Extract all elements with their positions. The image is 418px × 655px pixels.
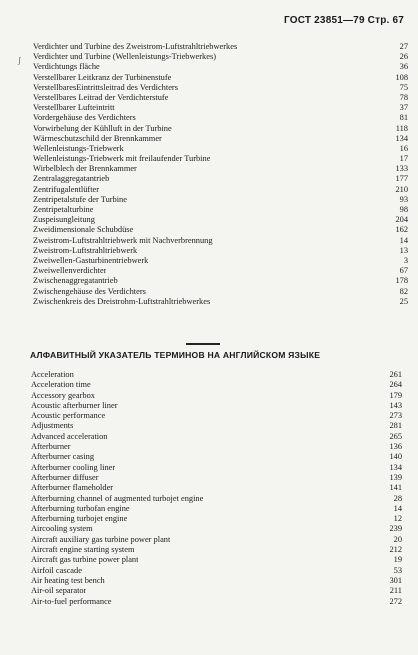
english-page-number: 273 [389,411,402,421]
german-page-number: 134 [395,133,408,143]
english-term: Air heating test bench [31,575,105,585]
english-page-number: 265 [389,431,402,441]
german-page-number: 13 [399,245,408,255]
german-page-number: 78 [399,92,408,102]
german-term: Wirbelblech der Brennkammer [33,164,137,174]
german-page-number: 98 [399,205,408,214]
german-page-number: 17 [399,154,408,164]
german-entry [33,134,408,144]
english-page-number: 281 [389,421,402,431]
english-entry [31,370,402,380]
german-entry [33,287,408,297]
german-entry [33,144,408,154]
german-term: Zweiwellenverdichter [33,266,107,276]
english-term: Air-to-fuel performance [31,596,112,606]
english-term: Afterburner diffuser [31,472,99,482]
english-entry [31,421,402,431]
german-entry [33,42,408,52]
english-page-number: 12 [393,514,402,524]
german-entry [33,154,408,164]
german-page-number: 75 [399,82,408,92]
german-term: VerstellbaresEintrittsleitrad des Verdichters [33,82,178,92]
english-page-number: 136 [389,442,402,452]
english-page-number: 272 [389,596,402,606]
english-term: Acceleration [31,370,74,379]
english-page-number: 179 [389,390,402,400]
english-term: Afterburning channel of augmented turbojet engine [31,493,204,503]
english-term: Acceleration time [31,380,91,390]
german-entry [33,93,408,103]
german-entry [33,205,408,215]
english-page-number: 141 [389,483,402,493]
english-page-number: 14 [393,503,402,513]
german-term: Verdichter und Turbine des Zweistrom-Luftstrahltriebwerkes [33,42,238,51]
german-page-number: 133 [395,164,408,174]
english-page-number: 211 [389,586,402,596]
english-term: Acoustic afterburner liner [31,400,118,410]
english-page-number: 140 [389,452,402,462]
german-term: Zweistrom-Luftstrahltriebwerk mit Nachverbrennung [33,235,213,245]
german-page-number: 177 [395,174,408,184]
english-entry [31,432,402,442]
german-entry [33,236,408,246]
german-term: Zwischenaggregatantrieb [33,276,118,286]
english-entry [31,411,402,421]
english-page-number: 53 [393,565,402,575]
german-entry [33,174,408,184]
english-entry [31,566,402,576]
german-term: Zentralaggregatantrieb [33,174,110,184]
german-entry [33,73,408,83]
german-page-number: 36 [399,62,408,72]
german-term: Vordergehäuse des Verdichters [33,113,136,123]
german-term: Vorwirbelung der Kühlluft in der Turbine [33,123,172,133]
english-term: Aircraft auxiliary gas turbine power plant [31,534,171,544]
english-term-list [31,370,402,607]
english-entry [31,401,402,411]
german-entry [33,246,408,256]
english-entry [31,555,402,565]
german-entry [33,195,408,205]
english-page-number: 301 [389,575,402,585]
english-term: Adjustments [31,421,74,431]
german-term: Zentripetalturbine [33,205,94,214]
english-term: Aircraft engine starting system [31,545,135,555]
german-page-number: 3 [403,255,408,265]
section-divider [186,343,220,345]
german-page-number: 67 [399,266,408,276]
german-term: Wellenleistungs-Triebwerk [33,143,124,153]
english-entry [31,442,402,452]
german-term: Zwischenkreis des Dreistrohm-Luftstrahltriebwerkes [33,296,211,306]
german-term: Verdichtungs fläche [33,62,100,72]
english-term: Afterburner flameholder [31,483,114,493]
english-entry [31,380,402,390]
german-term: Zweidimensionale Schubdüse [33,225,134,235]
english-page-number: 20 [393,534,402,544]
english-entry [31,586,402,596]
german-page-number: 162 [395,225,408,235]
german-term: Zuspeisungleitung [33,215,95,225]
german-entry [33,225,408,235]
german-page-number: 108 [395,72,408,82]
german-entry [33,113,408,123]
english-page-number: 134 [389,462,402,472]
german-entry [33,124,408,134]
page-header: ГОСТ 23851—79 Стр. 67 [284,15,404,26]
german-entry [33,103,408,113]
english-entry [31,483,402,493]
german-entry [33,62,408,72]
german-term: Wellenleistungs-Triebwerk mit freilaufender Turbine [33,154,211,164]
english-term: Air-oil separator [31,586,87,596]
margin-mark: ʃ [18,56,21,65]
german-page-number: 210 [395,184,408,194]
german-term: Zentrifugalentlüfter [33,184,100,194]
english-entry [31,504,402,514]
english-page-number: 28 [393,493,402,503]
german-term: Zweiwellen-Gasturbinentriebwerk [33,255,149,265]
english-page-number: 143 [389,400,402,410]
english-term: Accessory gearbox [31,390,95,400]
english-entry [31,514,402,524]
german-entry [33,266,408,276]
english-term: Acoustic performance [31,411,106,421]
german-page-number: 204 [395,215,408,225]
german-page-number: 37 [399,103,408,113]
english-entry [31,576,402,586]
german-page-number: 25 [399,296,408,306]
german-entry [33,215,408,225]
english-page-number: 212 [389,545,402,555]
english-entry [31,535,402,545]
german-page-number: 82 [399,286,408,296]
german-entry [33,256,408,266]
german-term: Verstellbarer Lufteintritt [33,103,115,113]
english-page-number: 261 [389,370,402,379]
german-term: Verstellbarer Leitkranz der Turbinenstufe [33,72,172,82]
german-page-number: 27 [399,42,408,51]
english-term: Afterburning turbojet engine [31,514,128,524]
english-page-number: 264 [389,380,402,390]
section-title: АЛФАВИТНЫЙ УКАЗАТЕЛЬ ТЕРМИНОВ НА АНГЛИЙСКОМ ЯЗЫКЕ [30,350,321,360]
german-term: Zwischengehäuse des Verdichters [33,286,146,296]
german-page-number: 93 [399,194,408,204]
german-page-number: 26 [399,52,408,62]
german-entry [33,297,408,307]
english-term: Afterburning turbofan engine [31,503,130,513]
english-page-number: 239 [389,524,402,534]
english-entry [31,524,402,534]
english-term: Airfoil cascade [31,565,82,575]
german-page-number: 81 [399,113,408,123]
english-term: Afterburner [31,442,71,452]
german-page-number: 178 [395,276,408,286]
german-term: Zentripetalstufe der Turbine [33,194,127,204]
english-term: Afterburner cooling liner [31,462,116,472]
german-page-number: 14 [399,235,408,245]
english-term: Aircraft gas turbine power plant [31,555,139,565]
english-term: Afterburner casing [31,452,95,462]
english-term: Aircooling system [31,524,93,534]
english-page-number: 139 [389,472,402,482]
german-entry [33,276,408,286]
english-entry [31,473,402,483]
german-term: Verdichter und Turbine (Wellenleistungs-Triebwerkes) [33,52,216,62]
german-page-number: 16 [399,143,408,153]
english-entry [31,545,402,555]
german-term: Verstellbares Leitrad der Verdichterstufe [33,92,169,102]
german-entry [33,164,408,174]
german-term: Zweistrom-Luftstrahltriebwerk [33,245,138,255]
english-entry [31,463,402,473]
german-entry [33,83,408,93]
english-entry [31,597,402,607]
english-entry [31,452,402,462]
english-term: Advanced acceleration [31,431,108,441]
english-entry [31,391,402,401]
german-page-number: 118 [395,123,408,133]
english-entry [31,494,402,504]
german-term-list [33,42,408,307]
english-page-number: 19 [393,555,402,565]
german-term: Wärmeschutzschild der Brennkammer [33,133,162,143]
german-entry [33,185,408,195]
german-entry [33,52,408,62]
